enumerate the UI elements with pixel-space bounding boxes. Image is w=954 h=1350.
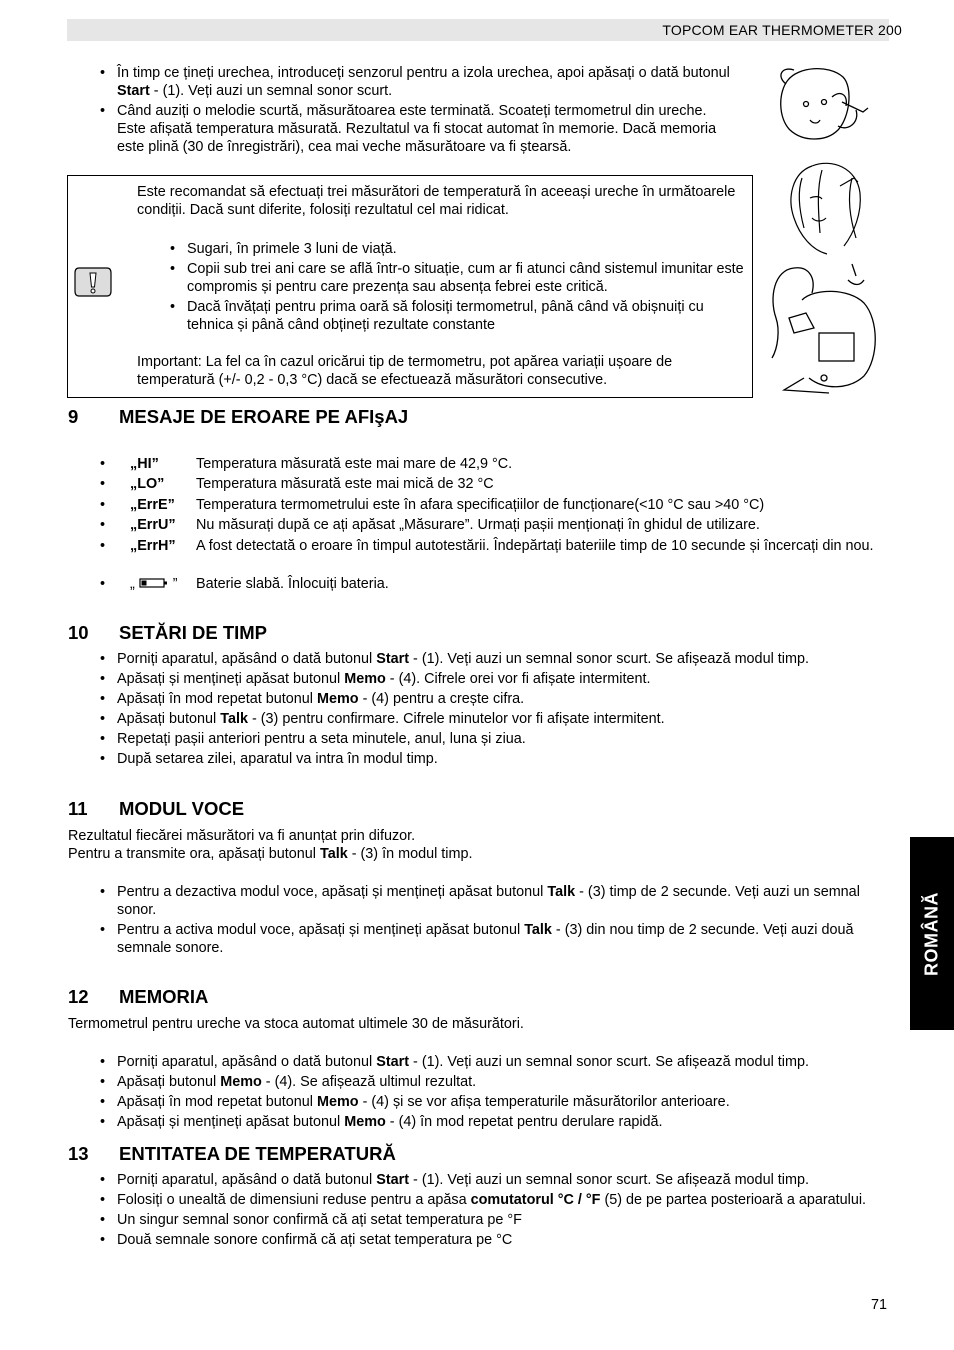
section-9-heading: 9 MESAJE DE EROARE PE AFIşAJ [68,406,409,427]
low-battery-icon [139,577,169,589]
section-12-heading: 12 MEMORIA [68,986,209,1007]
notice-list [168,240,748,336]
section-11-heading: 11 MODUL VOCE [68,798,245,819]
section-11-line1: Rezultatul fiecărei măsurători va fi anunțat prin difuzor. [68,828,416,844]
section-10-list [98,650,888,770]
notice-important: Important: La fel ca în cazul oricărui tip de termometru, pot apărea variații ușoare de temperatură (+/- 0,2 - 0,3 °C) dacă se efectuează măsurători consecutive. [137,354,673,388]
list-item: • Apăsați butonul Memo - (4). Se afișează ultimul rezultat. [98,1073,888,1091]
list-item: • Copii sub trei ani care se află într-o situație, cum ar fi atunci când sistemul imunitar este compromis și pentru care prezența sau absența febrei este critică. [168,260,748,296]
list-item: • Apăsați butonul Talk - (3) pentru confirmare. Cifrele minutelor vor fi afișate intermitent. [98,710,888,728]
thermometer-illustration [764,258,882,398]
section-12-line1: Termometrul pentru ureche va stoca automat ultimele 30 de măsurători. [68,1016,524,1032]
list-item: • Porniți aparatul, apăsând o dată butonul Start - (1). Veți auzi un semnal sonor scurt. Se afișează modul timp. [98,1171,888,1189]
section-13-heading: 13 ENTITATEA DE TEMPERATURĂ [68,1143,396,1164]
section-10-heading: 10 SETĂRI DE TIMP [68,622,268,643]
section-11-list [98,883,888,959]
list-item: • Pentru a dezactiva modul voce, apăsați și mențineți apăsat butonul Talk - (3) timp de 2 secunde. Veți auzi un semnal sonor. [98,883,888,919]
list-item: • Sugari, în primele 3 luni de viață. [168,240,748,258]
list-item: • Pentru a activa modul voce, apăsați și mențineți apăsat butonul Talk - (3) din nou timp de 2 secunde. Veți auzi două semnale sonore. [98,921,888,957]
list-item: • Apăsați și mențineți apăsat butonul Memo - (4) în mod repetat pentru derulare rapidă. [98,1113,888,1131]
list-item: • Apăsați în mod repetat butonul Memo - (4) pentru a crește cifra. [98,690,888,708]
list-item: • Două semnale sonore confirmă că ați setat temperatura pe °C [98,1231,888,1249]
list-item: • Apăsați și mențineți apăsat butonul Memo - (4). Cifrele orei vor fi afișate intermitent. [98,670,888,688]
page-number: 71 [871,1297,888,1313]
exclamation-icon [73,264,113,300]
list-item: • Când auziți o melodie scurtă, măsurătoarea este terminată. Scoateți termometrul din ureche. Este afișată temperatura măsurată. Rezultatul va fi stocat automat în memorie. Dacă memoria este plină (30 de înregistrări), cea mai veche măsurătoare va fi ștearsă. [98,102,738,156]
list-item: • După setarea zilei, aparatul va intra în modul timp. [98,750,888,768]
notice-paragraph: Este recomandat să efectuați trei măsurători de temperatură în aceeași ureche în următoarele condiții. Dacă sunt diferite, folosiți rezultatul cel mai ridicat. [137,184,736,218]
woman-ear-illustration [782,158,872,258]
list-item: • Folosiți o unealtă de dimensiuni reduse pentru a apăsa comutatorul °C / °F (5) de pe partea posterioară a aparatului. [98,1191,888,1209]
header-title: TOPCOM EAR THERMOMETER 200 [662,22,902,38]
intro-list [98,64,738,158]
list-item: • Porniți aparatul, apăsând o dată butonul Start - (1). Veți auzi un semnal sonor scurt. Se afișează modul timp. [98,650,888,668]
list-item: • Porniți aparatul, apăsând o dată butonul Start - (1). Veți auzi un semnal sonor scurt. Se afișează modul timp. [98,1053,888,1071]
child-ear-illustration [768,62,878,147]
list-item: • Apăsați în mod repetat butonul Memo - (4) și se vor afișa temperaturile măsurătorilor anterioare. [98,1093,888,1111]
list-item: • În timp ce țineți urechea, introduceți senzorul pentru a izola urechea, apoi apăsați o dată butonul Start - (1). Veți auzi un semnal sonor scurt. [98,64,738,100]
list-item: • Dacă învățați pentru prima oară să folosiți termometrul, până când vă obișnuiți cu tehnica și până când obțineți rezultate constante [168,298,748,334]
language-side-tab: ROMÂNĂ [910,837,954,1030]
list-item: • Un singur semnal sonor confirmă că ați setat temperatura pe °F [98,1211,888,1229]
section-11-line2: Pentru a transmite ora, apăsați butonul Talk - (3) în modul timp. [68,846,473,862]
section-13-list [98,1171,888,1251]
list-item: • Repetați pașii anteriori pentru a seta minutele, anul, luna și ziua. [98,730,888,748]
section-12-list [98,1053,888,1133]
notice-box [67,175,753,398]
